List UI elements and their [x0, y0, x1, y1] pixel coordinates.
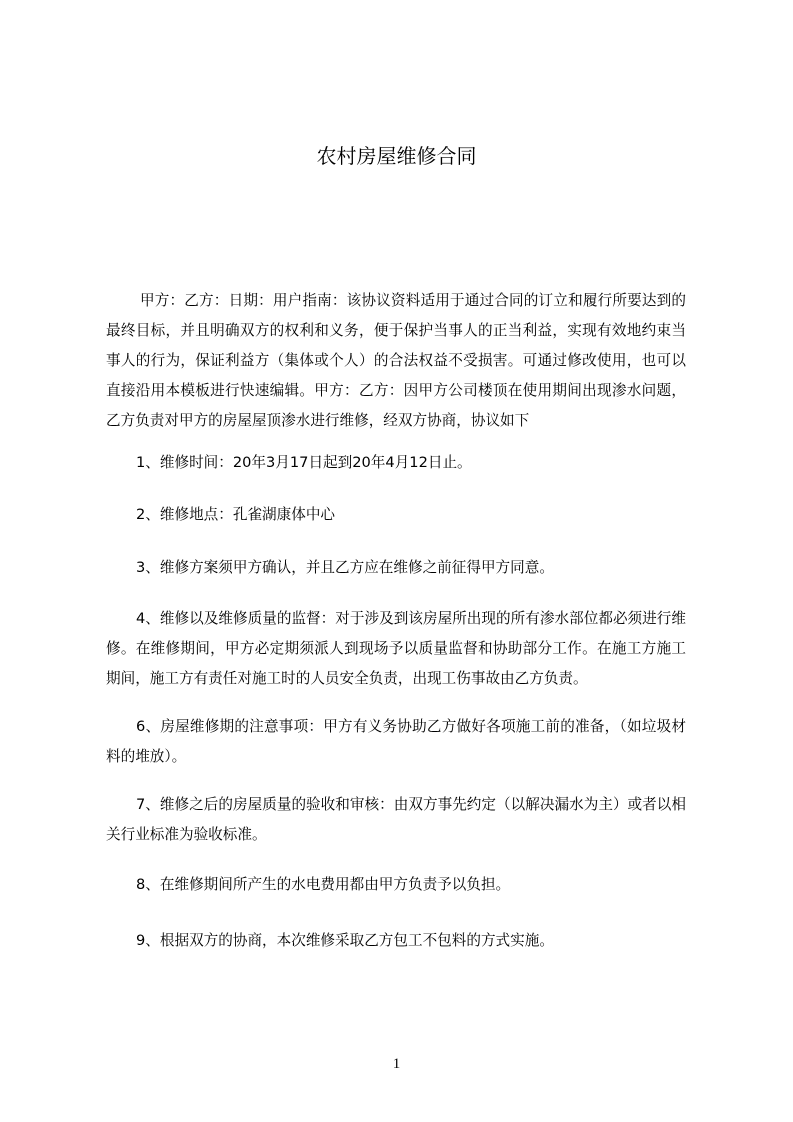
- clause-9: 9、根据双方的协商，本次维修采取乙方包工不包料的方式实施。: [136, 932, 554, 949]
- clause-4: 4、维修以及维修质量的监督：对于涉及到该房屋所出现的所有渗水部位都必须进行维修。在维修期间，甲方必定期须派人到现场予以质量监督和协助部分工作。在施工方施工期间，施工方有责任对施工时的人员安全负责，出现工伤事故由乙方负责。: [106, 610, 686, 687]
- clause-1: 1、维修时间：20年3月17日起到20年4月12日止。: [136, 454, 472, 471]
- clause-2: 2、维修地点：孔雀湖康体中心: [136, 506, 336, 523]
- clause-7: 7、维修之后的房屋质量的验收和审核：由双方事先约定（以解决漏水为主）或者以相关行业标准为验收标准。: [106, 796, 686, 843]
- page-number: 1: [392, 1056, 401, 1072]
- clause-3: 3、维修方案须甲方确认，并且乙方应在维修之前征得甲方同意。: [136, 559, 554, 576]
- document-title: 农村房屋维修合同: [316, 144, 477, 168]
- intro-paragraph: 甲方：乙方：日期：用户指南：该协议资料适用于通过合同的订立和履行所要达到的最终目标，并且明确双方的权利和义务，便于保护当事人的正当利益，实现有效地约束当事人的行为，保证利益方（集体或个人）的合法权益不受损害。可通过修改使用，也可以直接沿用本模板进行快速编辑。甲方：乙方：因甲方公司楼顶在使用期间出现渗水问题，乙方负责对甲方的房屋屋顶渗水进行维修，经双方协商，协议如下: [106, 292, 686, 429]
- clause-6: 6、房屋维修期的注意事项：甲方有义务协助乙方做好各项施工前的准备，（如垃圾材料的堆放）。: [106, 718, 686, 765]
- clause-8: 8、在维修期间所产生的水电费用都由甲方负责予以负担。: [136, 876, 511, 893]
